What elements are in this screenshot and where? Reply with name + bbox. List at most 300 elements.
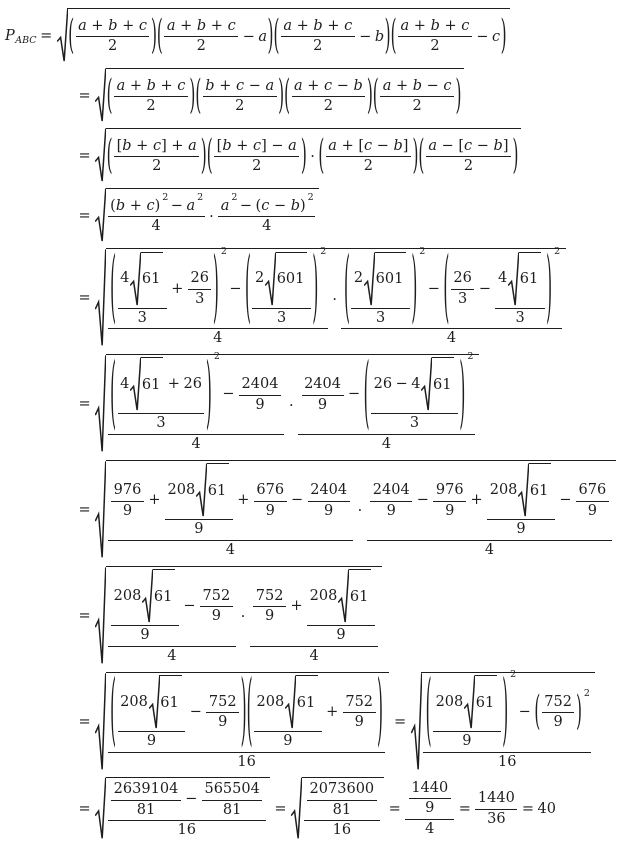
square-root: [95, 128, 521, 183]
numerator: [292, 78, 366, 96]
math-char: 6: [274, 481, 285, 498]
fraction: [542, 694, 575, 732]
math-char: −: [441, 137, 454, 154]
denominator: [220, 802, 243, 820]
math-row: [257, 675, 320, 730]
operator: =: [78, 290, 91, 307]
math-char: 4: [120, 270, 130, 287]
denominator: [149, 218, 163, 236]
math-char: ]: [261, 137, 267, 154]
fraction: [114, 78, 188, 116]
math-text: [255, 270, 264, 288]
math-char: 6: [529, 483, 540, 500]
open-paren-icon: (: [443, 239, 450, 333]
fraction-bar: [351, 308, 409, 309]
radicand: [475, 675, 497, 730]
fraction: [254, 675, 322, 751]
radicand: [153, 569, 175, 624]
radical-icon: [130, 252, 141, 307]
fraction-bar: [576, 501, 609, 502]
radical-icon: [95, 672, 106, 773]
close-paren-icon: ): [312, 239, 319, 333]
math-char: +: [122, 17, 135, 34]
denominator: [455, 291, 469, 309]
paren-content: [290, 78, 367, 116]
math-char: 0: [285, 271, 296, 288]
open-paren-icon: (: [318, 131, 325, 179]
math-row: [120, 252, 164, 307]
math-char: 1: [151, 377, 161, 394]
close-paren-icon: ): [300, 131, 307, 179]
denominator: [135, 310, 149, 328]
operator: −: [359, 28, 372, 45]
operator: −: [427, 280, 440, 297]
operator: +: [470, 492, 483, 509]
math-char: 1: [332, 822, 342, 839]
math-derivation-document: [5, 8, 638, 846]
operator: =: [274, 801, 287, 818]
math-char: −: [271, 137, 284, 154]
fraction-bar: [433, 501, 466, 502]
numerator: [114, 138, 199, 156]
radical-icon: [95, 460, 106, 561]
radical-icon: [95, 128, 106, 183]
math-char: 7: [445, 481, 455, 498]
paren-group: [390, 11, 507, 59]
denominator: [585, 503, 599, 521]
math-char: 8: [132, 587, 142, 604]
operator: =: [458, 801, 471, 818]
fraction: [250, 569, 379, 665]
math-char: 3: [409, 415, 420, 432]
numerator: [164, 18, 238, 36]
radicand: [106, 239, 566, 349]
math-char: 4: [250, 376, 260, 393]
fraction: [108, 781, 266, 840]
exponent: 2: [510, 669, 517, 680]
math-char: 1: [177, 822, 187, 839]
math-text: [345, 694, 373, 712]
paren-group: [195, 71, 285, 119]
fraction-bar: [298, 434, 475, 435]
math-char: +: [219, 77, 232, 94]
fraction-bar: [308, 501, 350, 502]
fraction-bar: [188, 289, 211, 290]
numerator: [214, 138, 299, 156]
math-row: [490, 463, 553, 518]
math-char: 9: [265, 608, 275, 625]
math-row: [252, 569, 376, 645]
math-char: +: [180, 17, 193, 34]
fraction-bar: [111, 501, 144, 502]
fraction: [108, 463, 353, 559]
denominator: [379, 436, 393, 454]
math-char: 2: [146, 98, 156, 115]
denominator: [410, 98, 424, 116]
fraction-bar: [326, 156, 411, 157]
exponent: 2: [162, 191, 169, 203]
denominator: [144, 98, 158, 116]
radicand: [296, 675, 318, 730]
operator: ·: [332, 291, 337, 308]
square-root: [291, 777, 384, 841]
radicand: [421, 663, 595, 773]
math-text: [218, 714, 227, 732]
numerator: [76, 18, 150, 36]
open-paren-icon: (: [284, 71, 290, 119]
math-char: 4: [446, 330, 457, 347]
numerator: [218, 191, 315, 216]
math-text: [205, 78, 274, 96]
math-text: [147, 733, 156, 751]
math-text: [464, 158, 473, 176]
close-paren-icon: ): [240, 663, 247, 757]
math-char: 6: [276, 271, 286, 288]
radical-icon: [142, 569, 153, 624]
math-text: [265, 608, 274, 626]
open-paren-icon: (: [246, 663, 253, 757]
math-char: 2: [309, 780, 319, 797]
math-text: [350, 589, 368, 607]
numerator: [298, 345, 475, 439]
math-char: 4: [381, 481, 392, 498]
math-char: 2: [152, 158, 162, 175]
math-char: 9: [445, 502, 455, 519]
math-row: [106, 71, 462, 119]
math-char: 0: [265, 693, 275, 710]
equation-line: [75, 566, 638, 667]
math-char: 8: [136, 801, 146, 818]
math-text: [154, 589, 172, 607]
math-char: 7: [544, 693, 554, 710]
equation-line: [75, 188, 638, 243]
math-text: [256, 482, 284, 500]
denominator: [496, 754, 519, 772]
fraction-bar: [254, 731, 322, 732]
fraction: [292, 78, 366, 116]
square-root: [57, 8, 510, 63]
math-char: 7: [255, 587, 266, 604]
math-char: 9: [146, 733, 157, 749]
math-char: b: [313, 17, 323, 34]
fraction-bar: [108, 216, 205, 217]
operator: +: [326, 704, 339, 720]
radical-icon: [95, 188, 106, 243]
math-char: 6: [207, 483, 217, 500]
paren-group: [425, 663, 509, 757]
exponent: 2: [554, 245, 561, 257]
math-row: [110, 191, 204, 216]
math-char: 5: [218, 693, 228, 710]
math-text: [242, 376, 279, 394]
numerator: [206, 694, 239, 712]
radical-icon: [57, 8, 68, 63]
math-char: 6: [256, 481, 266, 498]
fraction-bar: [302, 395, 344, 396]
math-text: [433, 377, 451, 395]
math-char: −: [376, 137, 389, 154]
numerator: [188, 270, 211, 288]
close-paren-icon: ): [411, 239, 418, 333]
math-row: [110, 663, 383, 757]
fraction-bar: [108, 820, 266, 821]
math-char: 8: [138, 693, 148, 710]
fraction-bar: [475, 809, 517, 810]
math-text: [195, 291, 204, 309]
math-text: [453, 270, 471, 288]
denominator: [330, 822, 353, 840]
math-char: 2: [241, 376, 251, 393]
math-row: [107, 463, 614, 559]
math-char: 1: [411, 779, 421, 796]
radicand: [106, 460, 617, 561]
paren-content: [116, 252, 213, 328]
math-char: 3: [195, 290, 205, 307]
numerator: [252, 252, 310, 307]
math-char: 5: [265, 587, 275, 604]
numerator: [281, 18, 355, 36]
numerator: [423, 663, 591, 757]
math-text: [445, 503, 454, 521]
exponent: 2: [231, 191, 238, 203]
math-text: [114, 781, 179, 799]
math-row: [117, 675, 241, 751]
square-root: [411, 663, 596, 773]
fraction: [202, 781, 262, 819]
math-char: 5: [211, 587, 221, 604]
math-char: 1: [341, 801, 352, 818]
paren-group: [273, 11, 391, 59]
math-char: ): [154, 197, 161, 214]
math-char: 0: [364, 780, 375, 797]
fraction: [118, 252, 167, 328]
paren-group: [106, 71, 196, 119]
math-char: 1: [359, 589, 369, 606]
math-text: [212, 608, 221, 626]
numerator: [487, 463, 555, 518]
math-char: −: [426, 77, 439, 94]
radical-icon: [411, 672, 422, 773]
math-char: 0: [355, 780, 365, 797]
math-text: [310, 482, 347, 500]
exponent: 2: [220, 245, 227, 257]
operator: −: [222, 386, 235, 403]
math-text: [226, 542, 235, 560]
math-text: [520, 271, 538, 289]
fraction: [367, 463, 612, 559]
math-char: 2: [107, 38, 118, 55]
math-char: 1: [528, 271, 539, 288]
math-row: [498, 252, 542, 307]
math-char: (: [255, 197, 262, 214]
math-text: [197, 38, 206, 56]
operator: −: [476, 28, 489, 45]
math-char: 4: [381, 436, 392, 453]
operator: −: [348, 386, 361, 403]
open-paren-icon: (: [390, 11, 397, 59]
square-root: [130, 357, 163, 412]
math-char: 0: [439, 779, 449, 796]
math-char: 2: [453, 270, 463, 287]
math-char: 9: [265, 502, 275, 519]
fraction-bar: [307, 800, 377, 801]
math-text: [355, 714, 364, 732]
denominator: [134, 802, 157, 820]
math-text: [588, 503, 597, 521]
fraction-bar: [250, 646, 379, 647]
math-char: 2: [313, 38, 323, 55]
math-text: [318, 397, 327, 415]
math-char: a: [294, 77, 303, 94]
math-text: [538, 801, 556, 817]
math-char: c: [324, 77, 333, 94]
open-paren-icon: (: [110, 239, 117, 333]
math-char: 9: [194, 521, 204, 538]
math-char: a: [328, 137, 337, 154]
fraction: [108, 239, 328, 348]
math-char: 9: [218, 714, 228, 731]
exponent: 2: [419, 245, 426, 257]
fraction: [200, 588, 233, 626]
close-paren-icon: ): [200, 131, 207, 179]
math-char: 6: [597, 481, 607, 498]
numerator: [250, 569, 379, 645]
math-text: [152, 218, 161, 236]
math-char: 3: [487, 810, 497, 827]
math-char: b: [374, 28, 385, 45]
power: [220, 191, 238, 216]
math-char: 1: [169, 694, 179, 711]
math-char: 9: [553, 714, 563, 731]
math-text: [485, 542, 494, 560]
numerator: [341, 239, 561, 333]
math-char: 9: [317, 396, 328, 413]
math-text: [142, 377, 160, 395]
fraction: [253, 588, 286, 626]
math-text: [257, 694, 285, 712]
math-char: 2: [430, 38, 440, 55]
math-char: a: [382, 77, 392, 94]
math-text: [364, 158, 373, 176]
denominator: [223, 542, 237, 560]
math-char: −: [336, 77, 349, 94]
fraction-bar: [426, 156, 511, 157]
math-char: 6: [132, 481, 142, 498]
math-char: 1: [498, 753, 508, 770]
radical-icon: [95, 566, 106, 667]
math-text: [221, 198, 230, 216]
math-text: [425, 821, 434, 839]
radical-icon: [285, 675, 296, 730]
fraction: [302, 376, 344, 414]
denominator: [322, 503, 336, 521]
paren-content: [116, 357, 206, 433]
math-text: [544, 694, 572, 712]
radical-icon: [196, 463, 207, 518]
math-char: 6: [160, 694, 170, 711]
math-char: 4: [309, 647, 319, 664]
open-paren-icon: (: [363, 345, 370, 439]
math-char: c: [364, 137, 373, 154]
fraction: [108, 663, 386, 771]
denominator: [263, 503, 277, 521]
math-char: 3: [457, 290, 468, 307]
math-text: [313, 38, 322, 56]
math-text: [498, 754, 516, 772]
math-char: 2: [323, 98, 334, 115]
math-char: b: [115, 197, 126, 214]
equation-line: [75, 68, 638, 123]
power: [110, 191, 169, 216]
radical-icon: [518, 463, 529, 518]
denominator: [321, 98, 335, 116]
math-char: a: [188, 137, 197, 154]
math-char: 8: [222, 801, 233, 818]
math-char: 2: [220, 587, 231, 604]
math-char: 7: [327, 780, 338, 797]
radical-icon: [95, 188, 106, 243]
radical-icon: [130, 252, 141, 307]
subscripted-symbol: [5, 28, 37, 44]
denominator: [235, 754, 258, 772]
math-char: 1: [163, 589, 173, 606]
denominator: [384, 503, 398, 521]
math-char: b: [290, 197, 300, 214]
operator: =: [393, 713, 407, 730]
fraction-bar: [200, 606, 233, 607]
math-char: ]: [502, 137, 509, 154]
math-char: 8: [454, 693, 464, 710]
math-char: 2: [227, 693, 237, 710]
open-paren-icon: (: [534, 687, 541, 735]
fraction-bar: [252, 308, 310, 309]
fraction: [239, 376, 281, 414]
math-text: [383, 78, 452, 96]
radical-icon: [338, 569, 349, 624]
square-root: [464, 675, 497, 730]
fraction: [343, 694, 376, 732]
paren-group: [363, 345, 466, 439]
numerator: [495, 252, 544, 307]
fraction: [451, 270, 474, 308]
math-text: [487, 811, 505, 829]
operator: =: [78, 608, 91, 625]
paren-content: [432, 675, 503, 751]
fraction-bar: [108, 434, 285, 435]
paren-content: [163, 18, 268, 56]
math-text: [204, 781, 259, 799]
radical-icon: [95, 672, 106, 773]
paren-group: [284, 71, 373, 119]
radical-icon: [95, 460, 106, 561]
math-text: [401, 18, 470, 36]
radical-icon: [508, 252, 519, 307]
math-char: 6: [246, 753, 256, 770]
math-text: [266, 503, 275, 521]
square-root: [95, 188, 319, 243]
math-text: [255, 397, 264, 415]
radicand: [141, 252, 163, 307]
math-text: [425, 800, 434, 818]
operator: =: [78, 207, 91, 224]
math-char: +: [296, 17, 309, 34]
math-char: 9: [140, 627, 150, 644]
numerator: [108, 663, 386, 757]
math-char: 2: [489, 481, 499, 498]
math-char: 5: [354, 693, 364, 710]
math-text: [333, 802, 351, 820]
power: [343, 239, 426, 333]
